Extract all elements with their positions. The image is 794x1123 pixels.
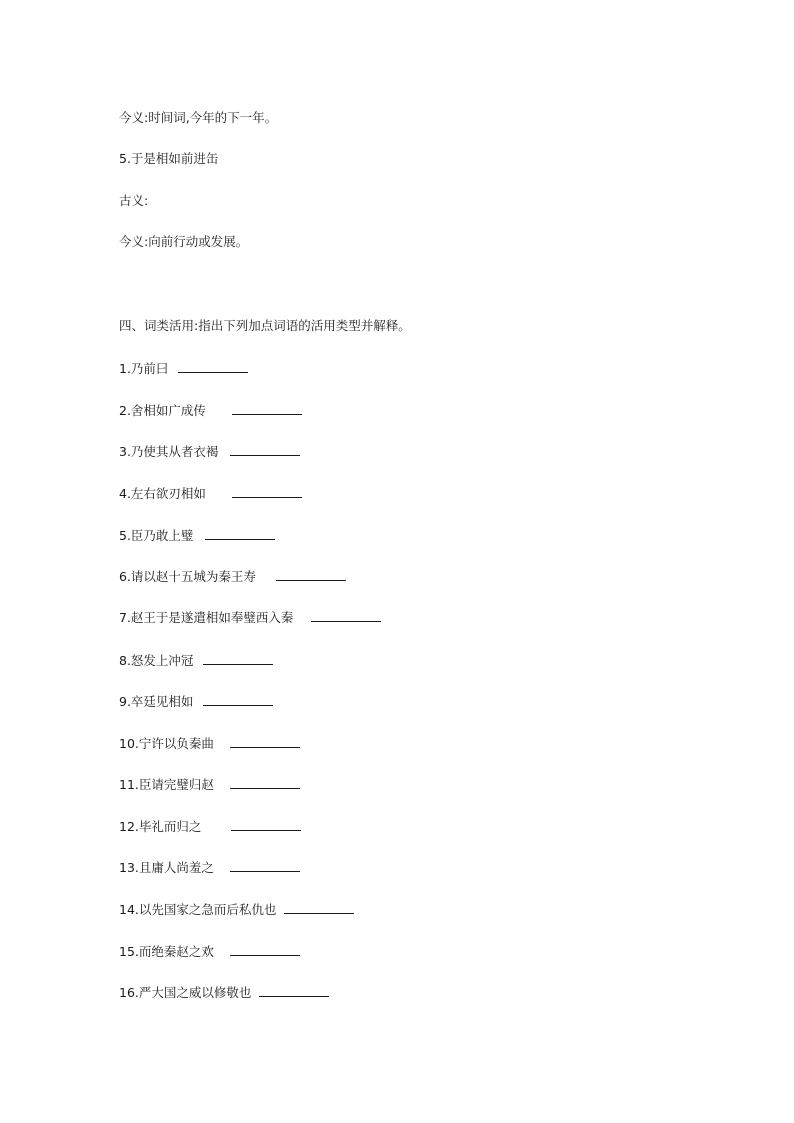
answer-blank[interactable] xyxy=(230,735,300,748)
exercise-item xyxy=(119,485,302,502)
exercise-item xyxy=(119,443,300,460)
exercise-text: 14.以先国家之急而后私仇也 xyxy=(119,902,277,917)
answer-blank[interactable] xyxy=(284,901,354,914)
exercise-text: 10.宁许以负秦曲 xyxy=(119,736,214,751)
exercise-item xyxy=(119,859,300,876)
answer-blank[interactable] xyxy=(203,652,273,665)
exercise-item xyxy=(119,735,300,752)
modern-meaning-line-1: 今义:时间词,今年的下一年。 xyxy=(119,110,278,125)
exercise-text: 3.乃使其从者衣褐 xyxy=(119,444,219,459)
answer-blank[interactable] xyxy=(311,609,381,622)
exercise-text: 15.而绝秦赵之欢 xyxy=(119,944,214,959)
answer-blank[interactable] xyxy=(205,527,275,540)
answer-blank[interactable] xyxy=(230,776,300,789)
exercise-item xyxy=(119,943,300,960)
exercise-item xyxy=(119,527,275,544)
exercise-text: 13.且庸人尚羞之 xyxy=(119,860,214,875)
exercise-text: 8.怒发上冲冠 xyxy=(119,653,194,668)
answer-blank[interactable] xyxy=(231,818,301,831)
answer-blank[interactable] xyxy=(276,568,346,581)
exercise-item xyxy=(119,360,248,377)
ancient-label: 古义: xyxy=(119,193,149,208)
answer-blank[interactable] xyxy=(230,859,300,872)
section-4-heading: 四、词类活用:指出下列加点词语的活用类型并解释。 xyxy=(119,318,411,333)
exercise-text: 16.严大国之威以修敬也 xyxy=(119,985,252,1000)
item-5-line: 5.于是相如前进缶 xyxy=(119,151,219,166)
answer-blank[interactable] xyxy=(230,443,300,456)
exercise-item xyxy=(119,901,354,918)
answer-blank[interactable] xyxy=(203,693,273,706)
exercise-text: 1.乃前曰 xyxy=(119,361,169,376)
exercise-item xyxy=(119,984,329,1001)
exercise-item xyxy=(119,652,273,669)
exercise-text: 11.臣请完璧归赵 xyxy=(119,777,214,792)
exercise-text: 4.左右欲刃相如 xyxy=(119,486,206,501)
exercise-item xyxy=(119,776,300,793)
answer-blank[interactable] xyxy=(232,402,302,415)
exercise-item xyxy=(119,402,302,419)
exercise-text: 6.请以赵十五城为秦王寿 xyxy=(119,569,256,584)
answer-blank[interactable] xyxy=(230,943,300,956)
ancient-meaning-line xyxy=(119,193,148,209)
exercise-item xyxy=(119,818,301,835)
answer-blank[interactable] xyxy=(178,360,248,373)
answer-blank[interactable] xyxy=(259,984,329,997)
exercise-item xyxy=(119,693,273,710)
exercise-text: 12.毕礼而归之 xyxy=(119,819,202,834)
exercise-text: 5.臣乃敢上璧 xyxy=(119,528,194,543)
answer-blank[interactable] xyxy=(232,485,302,498)
exercise-text: 2.舍相如广成传 xyxy=(119,403,206,418)
exercise-item xyxy=(119,568,346,585)
exercise-text: 7.赵王于是遂遣相如奉璧西入秦 xyxy=(119,610,294,625)
modern-meaning-line-2: 今义:向前行动或发展。 xyxy=(119,234,249,249)
exercise-item xyxy=(119,609,381,626)
exercise-text: 9.卒廷见相如 xyxy=(119,694,194,709)
